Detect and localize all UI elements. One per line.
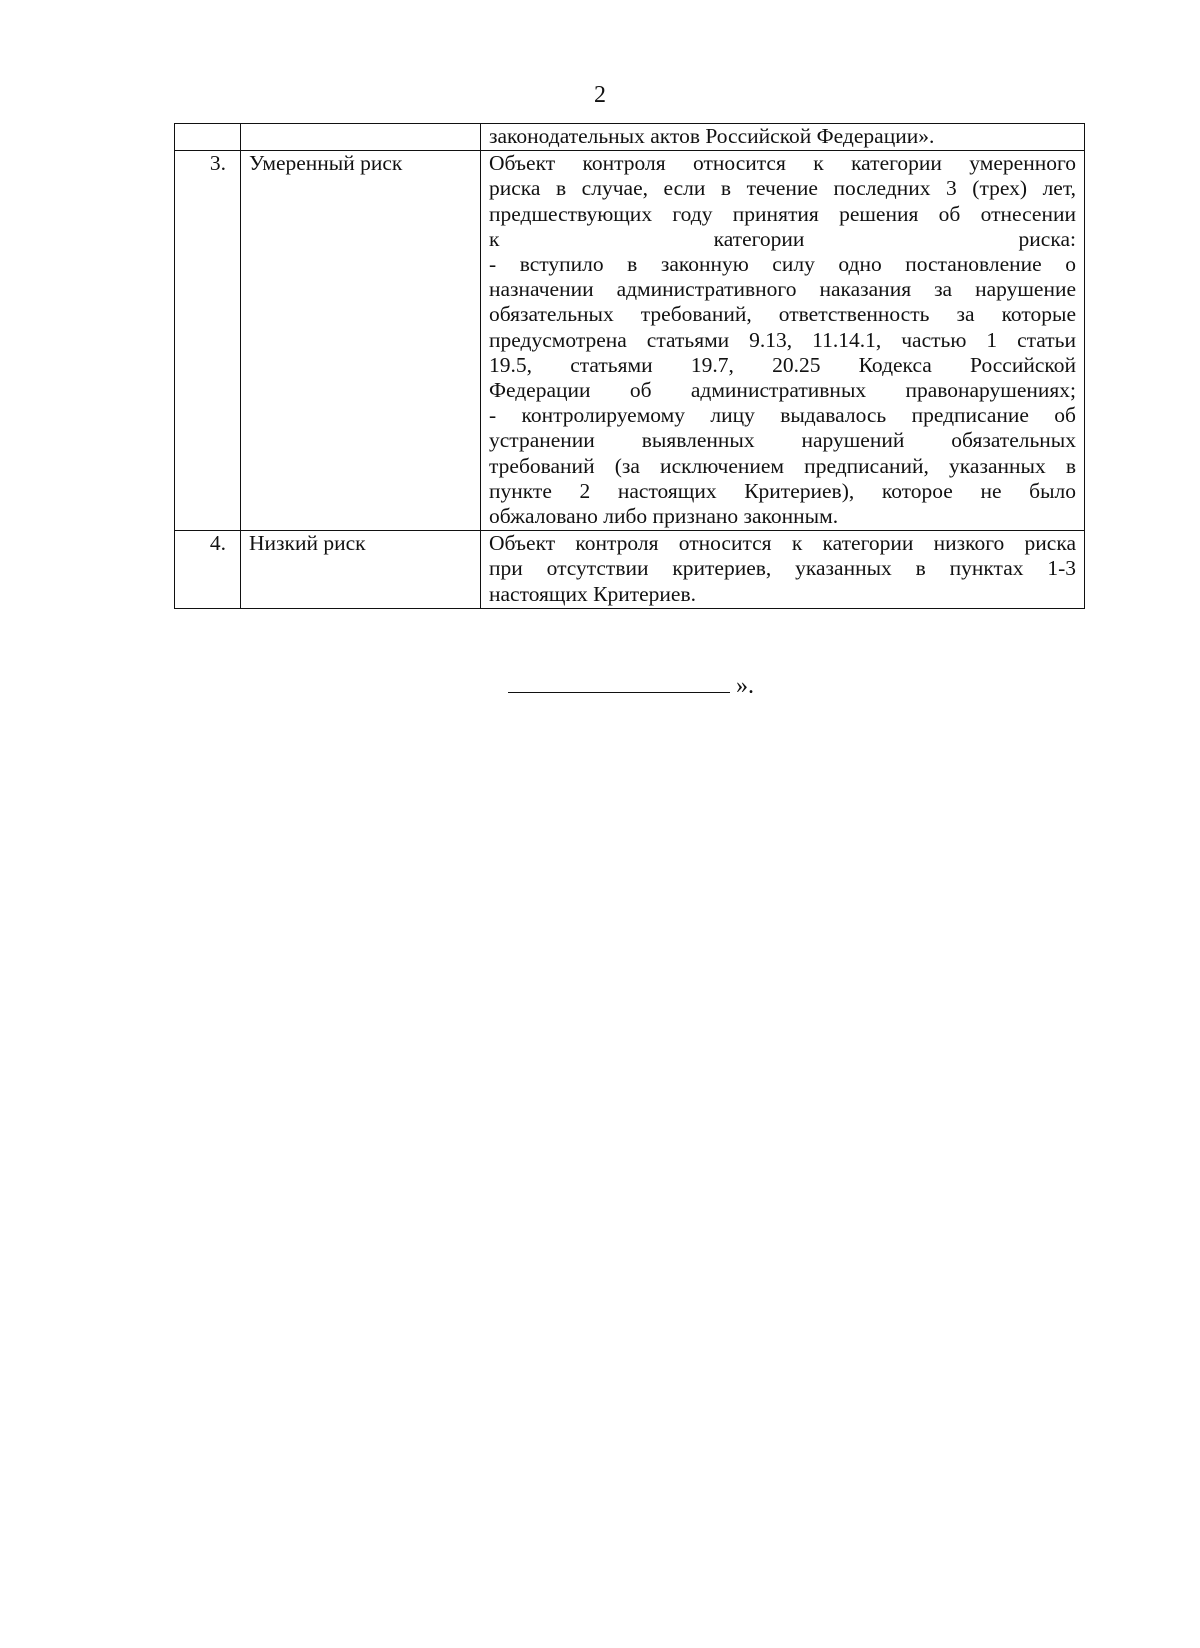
description-line: обязательных требований, ответственность за которые	[489, 302, 1076, 327]
table-row	[175, 531, 1085, 609]
description-line: к категории риска:	[489, 226, 1076, 251]
risk-description	[481, 124, 1085, 151]
description-line: риска в случае, если в течение последних 3 (трех) лет,	[489, 176, 1076, 201]
description-line: при отсутствии критериев, указанных в пунктах 1-3	[489, 556, 1076, 581]
closing-underline	[508, 670, 730, 693]
risk-description	[481, 531, 1085, 609]
page-number: 2	[594, 82, 606, 108]
risk-category-name: Низкий риск	[241, 531, 481, 609]
description-line: - контролируемому лицу выдавалось предписание об	[489, 403, 1076, 428]
description-line: предшествующих году принятия решения об отнесении	[489, 201, 1076, 226]
description-line: обжаловано либо признано законным.	[489, 504, 839, 529]
row-number: 3.	[175, 151, 241, 531]
description-line: 19.5, статьями 19.7, 20.25 Кодекса Российской	[489, 352, 1076, 377]
risk-category-name: Умеренный риск	[241, 151, 481, 531]
description-line: Объект контроля относится к категории низкого риска	[489, 531, 1076, 556]
description-line: устранении выявленных нарушений обязательных	[489, 428, 1076, 453]
description-line: настоящих Критериев.	[489, 581, 696, 606]
closing-quote-mark: ».	[736, 673, 754, 699]
table-row	[175, 151, 1085, 531]
description-line: - вступило в законную силу одно постановление о	[489, 252, 1076, 277]
row-number	[175, 124, 241, 151]
description-line: Федерации об административных правонарушениях;	[489, 378, 1076, 403]
row-number: 4.	[175, 531, 241, 609]
description-line: Объект контроля относится к категории умеренного	[489, 151, 1076, 176]
risk-criteria-table	[174, 123, 1085, 609]
description-line: назначении административного наказания за нарушение	[489, 277, 1076, 302]
description-line: требований (за исключением предписаний, указанных в	[489, 453, 1076, 478]
closing-block	[508, 670, 754, 701]
table-row	[175, 124, 1085, 151]
description-line: законодательных актов Российской Федерации».	[489, 124, 935, 148]
description-line: предусмотрена статьями 9.13, 11.14.1, частью 1 статьи	[489, 327, 1076, 352]
risk-description	[481, 151, 1085, 531]
description-line: пункте 2 настоящих Критериев), которое не было	[489, 478, 1076, 503]
risk-category-name	[241, 124, 481, 151]
